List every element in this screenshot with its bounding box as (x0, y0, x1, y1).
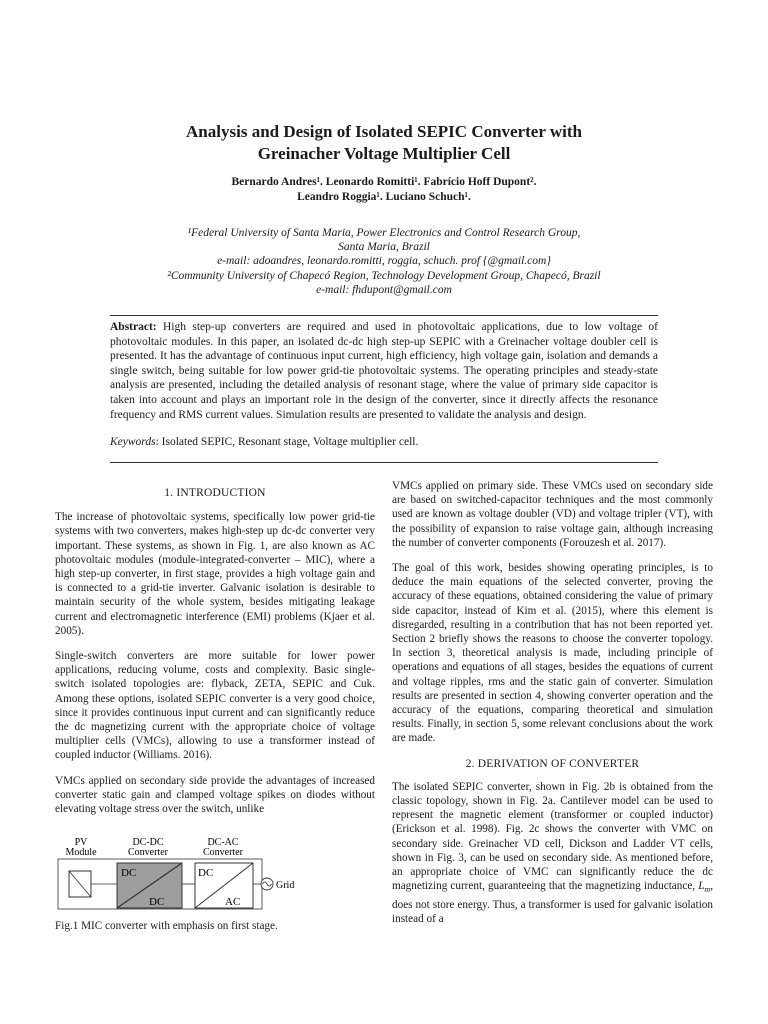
derivation-text-b: , does not store energy. Thus, a transformer is used for galvanic isolation instead of a (392, 880, 713, 925)
dcdc-output-label: DC (149, 896, 165, 908)
abstract-text: High step-up converters are required and used in photovoltaic applications, due to low voltage of photovoltaic modules. In this paper, an isolated dc-dc high step-up SEPIC with a Greinacher voltage doubler cell is presented. It has the advantage of continuous input current, high efficiency, high voltage gain, isolation and demands a single switch, being suitable for low power grid-tie photovoltaic systems. The operating principles and steady-state analysis are presented, including the detailed analysis of resonant stage, where the value of primary side capacitor is taken into account and plays an important role in the design of the converter, since it directly affects the resonance frequency and RMS current values. Simulation results are presented to validate the analysis and design. (110, 321, 658, 421)
abstract-label: Abstract: (110, 321, 157, 333)
affiliation-1-email: e-mail: adoandres, leonardo.romitti, roggia, schuch. prof {@gmail.com} (217, 255, 551, 268)
abstract-top-rule (110, 315, 658, 316)
keywords-text: : Isolated SEPIC, Resonant stage, Voltage multiplier cell. (155, 436, 419, 449)
authors-line-1: Bernardo Andres¹. Leonardo Romitti¹. Fabrício Hoff Dupont². (231, 176, 537, 188)
abstract-bottom-rule (110, 462, 658, 463)
authors-line-2: Leandro Roggia¹. Luciano Schuch¹. (297, 191, 471, 203)
title-line-1: Analysis and Design of Isolated SEPIC Converter with (186, 122, 582, 141)
magnetizing-inductance-symbol: L (698, 880, 705, 893)
affiliation-1: ¹Federal University of Santa Maria, Power Electronics and Control Research Group, (187, 227, 581, 239)
dcac-converter-box (195, 863, 253, 908)
dcac-label-top: DC-AC (207, 837, 239, 848)
paper-title (0, 121, 768, 165)
right-column (392, 479, 713, 937)
dcac-output-label: AC (225, 896, 241, 908)
grid-label: Grid (276, 880, 295, 891)
right-paragraph-1: VMCs applied on primary side. These VMCs used on secondary side are based on switched-capacitor techniques and the most commonly used are known as voltage doubler (VD) and voltage tripler (VT), with the possibility of expansion to raise voltage gain, although increasing the number of converter components (Forouzesh et al. 2017). (392, 480, 713, 549)
fig1-block-diagram (55, 833, 375, 921)
dcdc-label-bottom: Converter (128, 847, 168, 858)
left-column (55, 486, 375, 827)
pv-label-bottom: Module (65, 847, 97, 858)
affiliation-2-email: e-mail: fhdupont@gmail.com (316, 283, 452, 296)
derivation-paragraph-1 (392, 780, 713, 926)
affiliation-2: ²Community University of Chapecó Region, Technology Development Group, Chapecó, Brazil (167, 269, 601, 282)
abstract-block (110, 320, 658, 450)
intro-paragraph-1: The increase of photovoltaic systems, specifically low power grid-tie systems with two converters, makes high-step up dc-dc converter very important. These systems, as shown in Fig. 1, are also known as AC photovoltaic modules (module-integrated-converter – MIC), where a high step-up converter, in first stage, provides a high voltage gain and is connected to a grid-tie inverter. Galvanic isolation is desirable to maintain security of the whole system, besides mitigating leakage current and electromagnetic interference (EMI) problems (Kjaer et al. 2005). (55, 511, 375, 637)
author-list (0, 175, 768, 205)
title-line-2: Greinacher Voltage Multiplier Cell (257, 144, 511, 163)
section-heading-derivation: 2. DERIVATION OF CONVERTER (465, 757, 640, 770)
dcac-label-bottom: Converter (203, 847, 243, 858)
derivation-text-a: The isolated SEPIC converter, shown in Fig. 2b is obtained from the classic topology, shown in Fig. 2a. Cantilever model can be used to represent the magnetic element (transformer or coupled inductor) (Erickson et al. 1998). Fig. 2c shows the converter with VMC on secondary side. Greinacher VD cell, Dickson and Ladder VT cells, shown in Fig. 3, can be used on secondary side. As mentioned before, an appropriate choice of VMC can significantly reduce the dc magnetizing current, guaranteeing that the magnetizing inductance, (392, 780, 713, 893)
intro-paragraph-2: Single-switch converters are more suitable for lower power applications, reducing volume, costs and complexity. Basic single-switch isolated topologies are: flyback, ZETA, SEPIC and Cuk. Among these options, isolated SEPIC converter is a very good choice, since it provides continuous input current and can significantly reduce the dc magnetizing current with the appropriate choice of voltage multiplier cells (VMCs), allowing to use a transformer instead of coupled inductor (Williams. 2016). (55, 650, 375, 762)
affiliations (0, 226, 768, 297)
pv-label-top: PV (74, 837, 88, 848)
dcac-input-label: DC (198, 867, 214, 879)
grid-source-icon (261, 878, 273, 890)
abstract-paragraph (110, 320, 658, 422)
dcdc-input-label: DC (121, 867, 137, 879)
intro-paragraph-3: VMCs applied on secondary side provide the advantages of increased converter static gain and clamped voltage spikes on diodes without elevating voltage stress over the switch, unlike (55, 774, 375, 816)
keywords-label: Keywords (110, 436, 156, 449)
pv-module-symbol (69, 871, 117, 897)
keywords-paragraph (110, 435, 658, 450)
right-paragraph-2: The goal of this work, besides showing operating principles, is to deduce the main equations of the selected converter, proving the accuracy of these equations, obtained considering the value of primary side capacitor, instead of Kim et al. (2015), where this element is disregarded, resulting in a contribution that has not been reported yet. Section 2 briefly shows the reasons to choose the converter topology. In section 3, theoretical analysis is made, including principle of operations and equations of all stages, besides the equations of current and voltage ripples, rms and the static gain of converter. Simulation results are presented in section 4, showing converter operation and the accuracy of the equations, comparing theoretical and simulation results. Finally, in section 5, some relevant conclusions about the work are made. (392, 562, 713, 745)
section-heading-introduction: 1. INTRODUCTION (164, 487, 266, 499)
dcdc-converter-box (117, 863, 182, 908)
fig1-caption: Fig.1 MIC converter with emphasis on first stage. (55, 920, 278, 932)
affiliation-1-city: Santa Maria, Brazil (338, 241, 430, 254)
dcdc-label-top: DC-DC (132, 837, 164, 848)
magnetizing-inductance-subscript: m (704, 885, 711, 895)
